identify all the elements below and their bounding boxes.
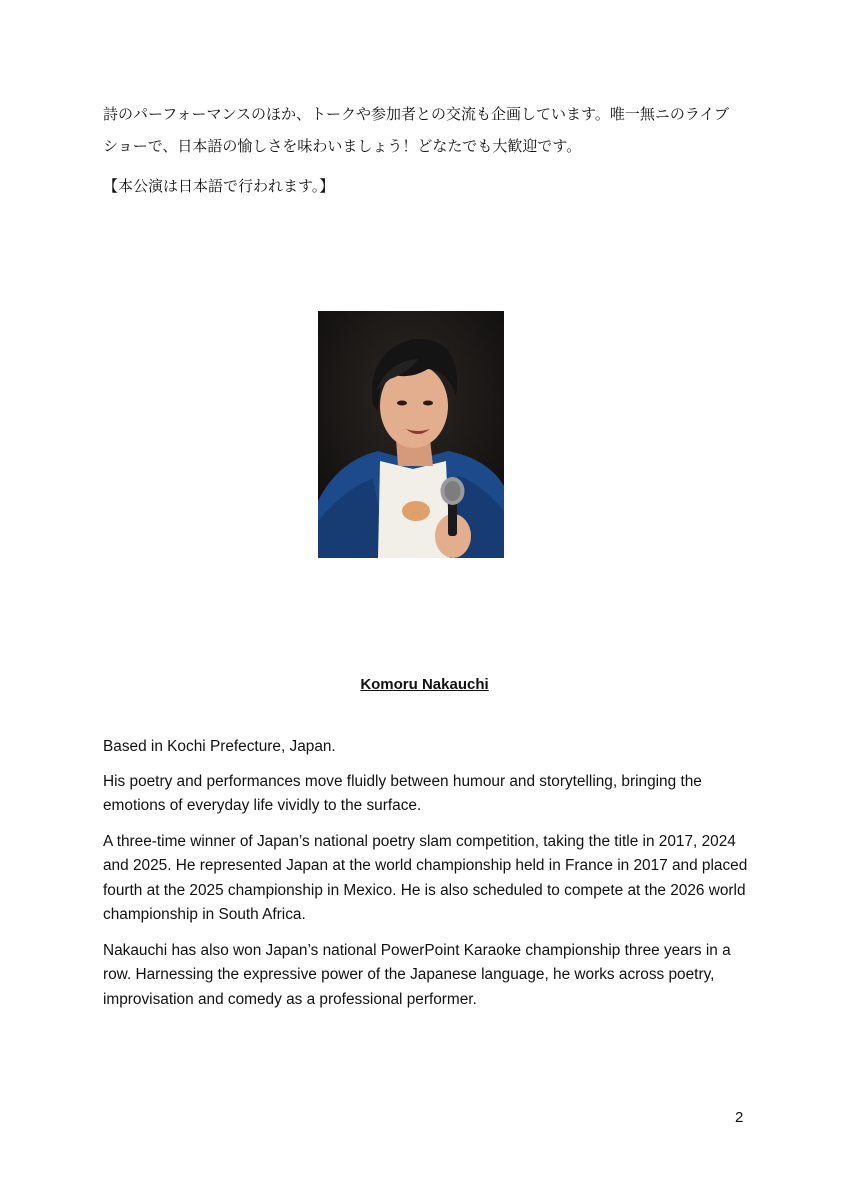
performer-name: Komoru Nakauchi <box>360 676 489 693</box>
intro-line-2: ショーで、日本語の愉しさを味わいましょう！どなたでも大歓迎です。 <box>103 137 582 155</box>
bio-paragraph-2: His poetry and performances move fluidly between humour and storytelling, bringing the emotions of everyday life vividly to the surface. <box>103 773 702 815</box>
bio-paragraph-3: A three-time winner of Japan’s national poetry slam competition, taking the title in 2017, 2024 and 2025. He represented Japan at the world championship held in France in 2017 and placed fourth at the 2025 championship in Mexico. He is also scheduled to compete at the 2026 world championship in South Africa. <box>103 833 748 923</box>
page-number: 2 <box>735 1109 744 1126</box>
performer-photo <box>318 311 504 558</box>
bio-paragraph-4: Nakauchi has also won Japan’s national PowerPoint Karaoke championship three years in a row. Harnessing the expressive power of the Japanese language, he works across poetry, improvisation and comedy as a professional performer. <box>103 942 731 1008</box>
intro-line-1: 詩のパーフォーマンスのほか、トークや参加者との交流も企画しています。唯一無ニのライブ <box>103 105 729 123</box>
bio-paragraph-1: Based in Kochi Prefecture, Japan. <box>103 738 336 755</box>
language-note: 【本公演は日本語で行われます。】 <box>103 177 335 195</box>
